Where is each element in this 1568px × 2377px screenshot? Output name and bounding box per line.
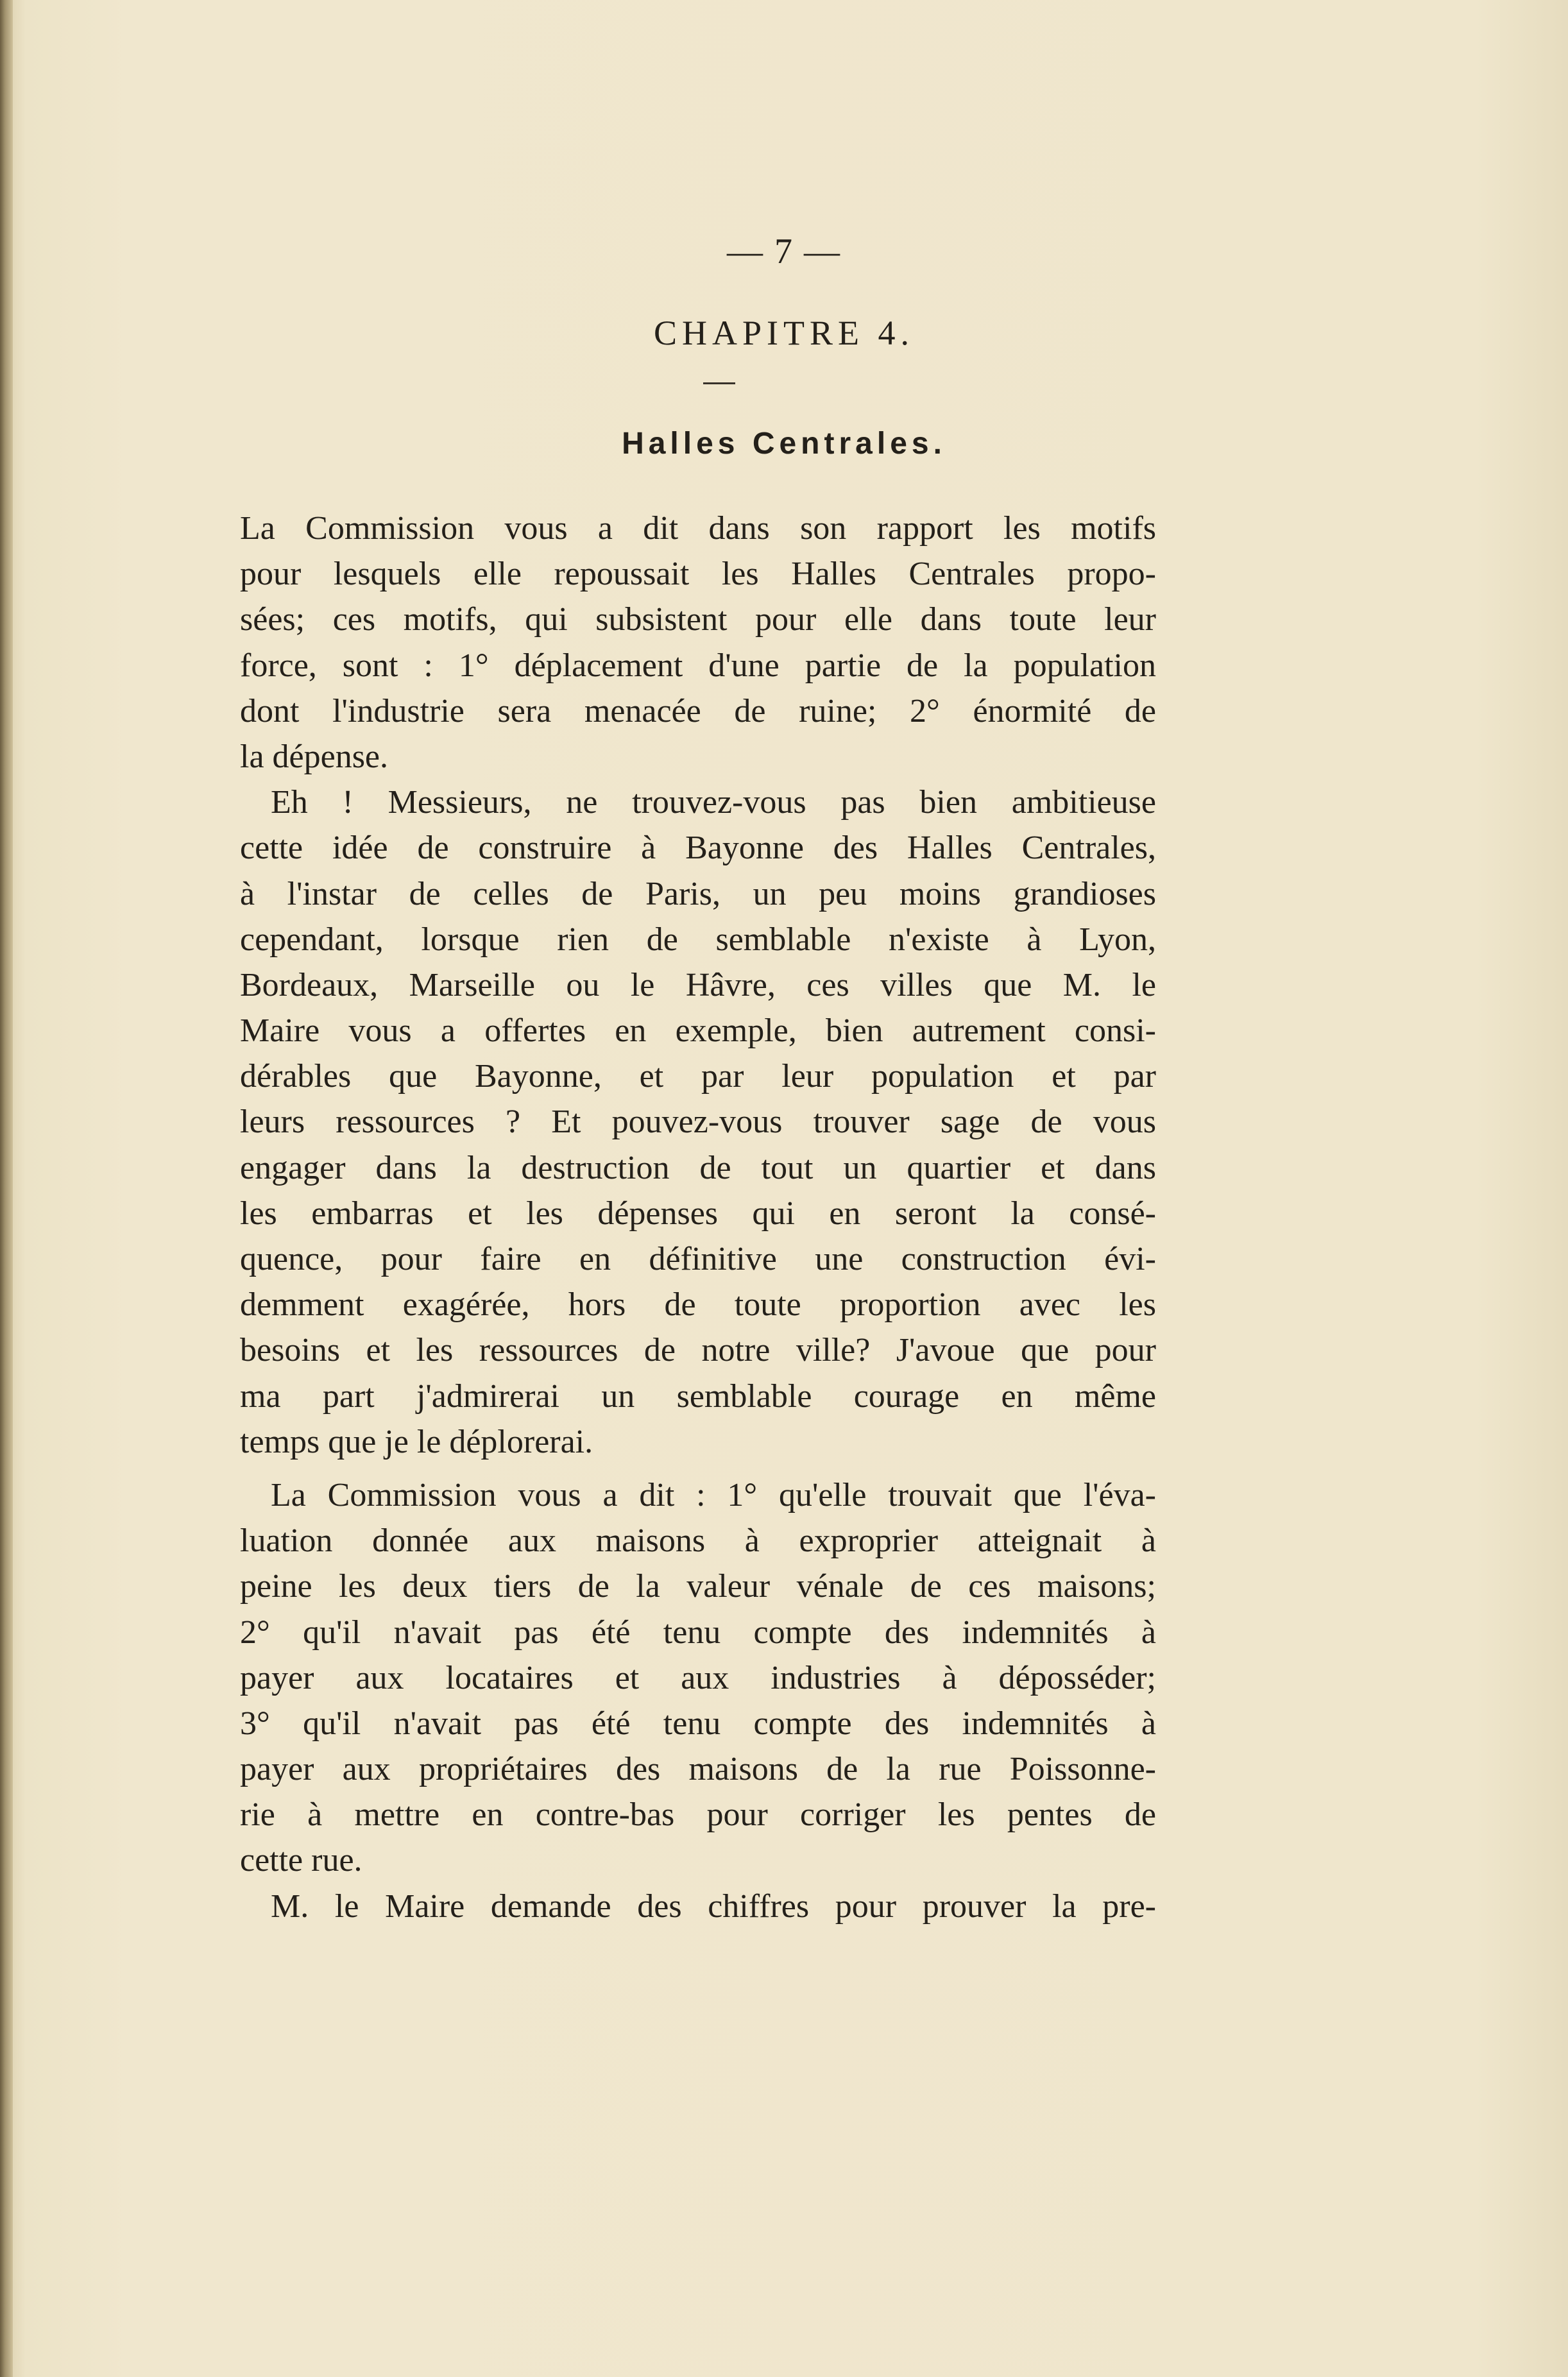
body-line: cette rue. bbox=[240, 1842, 362, 1879]
body-line: 2° qu'il n'avait pas été tenu compte des indemnités à bbox=[240, 1614, 1156, 1651]
body-line: 3° qu'il n'avait pas été tenu compte des indemnités à bbox=[240, 1705, 1156, 1742]
body-line: à l'instar de celles de Paris, un peu moins grandioses bbox=[240, 875, 1156, 912]
paragraph-gap bbox=[240, 1465, 1156, 1472]
chapter-heading: CHAPITRE 4. bbox=[653, 314, 914, 352]
body-line: cette idée de construire à Bayonne des Halles Centrales, bbox=[240, 830, 1156, 867]
body-line: pour lesquels elle repoussait les Halles Centrales propo- bbox=[240, 556, 1156, 593]
body-line: Bordeaux, Marseille ou le Hâvre, ces villes que M. le bbox=[240, 966, 1156, 1003]
body-line: peine les deux tiers de la valeur vénale de ces maisons; bbox=[240, 1568, 1156, 1605]
body-line: sées; ces motifs, qui subsistent pour elle dans toute leur bbox=[240, 601, 1156, 638]
body-line: M. le Maire demande des chiffres pour prouver la pre- bbox=[271, 1887, 1156, 1925]
body-line: dérables que Bayonne, et par leur population et par bbox=[240, 1058, 1156, 1095]
body-line: besoins et les ressources de notre ville? J'avoue que pour bbox=[240, 1332, 1156, 1369]
body-line: quence, pour faire en définitive une construction évi- bbox=[240, 1241, 1156, 1277]
body-line: engager dans la destruction de tout un quartier et dans bbox=[240, 1149, 1156, 1186]
page-number: — 7 — bbox=[727, 232, 841, 271]
body-line: La Commission vous a dit dans son rapport les motifs bbox=[240, 510, 1156, 547]
body-line: temps que je le déplorerai. bbox=[240, 1423, 593, 1460]
heading-divider bbox=[703, 382, 735, 384]
body-line: Eh ! Messieurs, ne trouvez-vous pas bien ambitieuse bbox=[271, 784, 1156, 821]
body-line: force, sont : 1° déplacement d'une partie de la population bbox=[240, 647, 1156, 684]
body-line: La Commission vous a dit : 1° qu'elle trouvait que l'éva- bbox=[271, 1476, 1156, 1513]
body-line: cependant, lorsque rien de semblable n'existe à Lyon, bbox=[240, 921, 1156, 958]
page-binding-edge bbox=[0, 0, 13, 2377]
body-line: les embarras et les dépenses qui en seront la consé- bbox=[240, 1195, 1156, 1232]
body-line: luation donnée aux maisons à exproprier atteignait à bbox=[240, 1522, 1156, 1560]
body-line: demment exagérée, hors de toute proportion avec les bbox=[240, 1286, 1156, 1324]
body-text bbox=[240, 506, 1156, 1929]
body-line: rie à mettre en contre-bas pour corriger les pentes de bbox=[240, 1796, 1156, 1834]
body-line: leurs ressources ? Et pouvez-vous trouver sage de vous bbox=[240, 1103, 1156, 1141]
body-line: payer aux propriétaires des maisons de la rue Poissonne- bbox=[240, 1751, 1156, 1788]
body-line: payer aux locataires et aux industries à déposséder; bbox=[240, 1659, 1156, 1696]
body-line: Maire vous a offertes en exemple, bien autrement consi- bbox=[240, 1012, 1156, 1050]
section-title: Halles Centrales. bbox=[622, 427, 946, 461]
body-line: ma part j'admirerai un semblable courage en même bbox=[240, 1377, 1156, 1415]
body-line: dont l'industrie sera menacée de ruine; 2° énormité de bbox=[240, 692, 1156, 729]
body-line: la dépense. bbox=[240, 738, 389, 775]
